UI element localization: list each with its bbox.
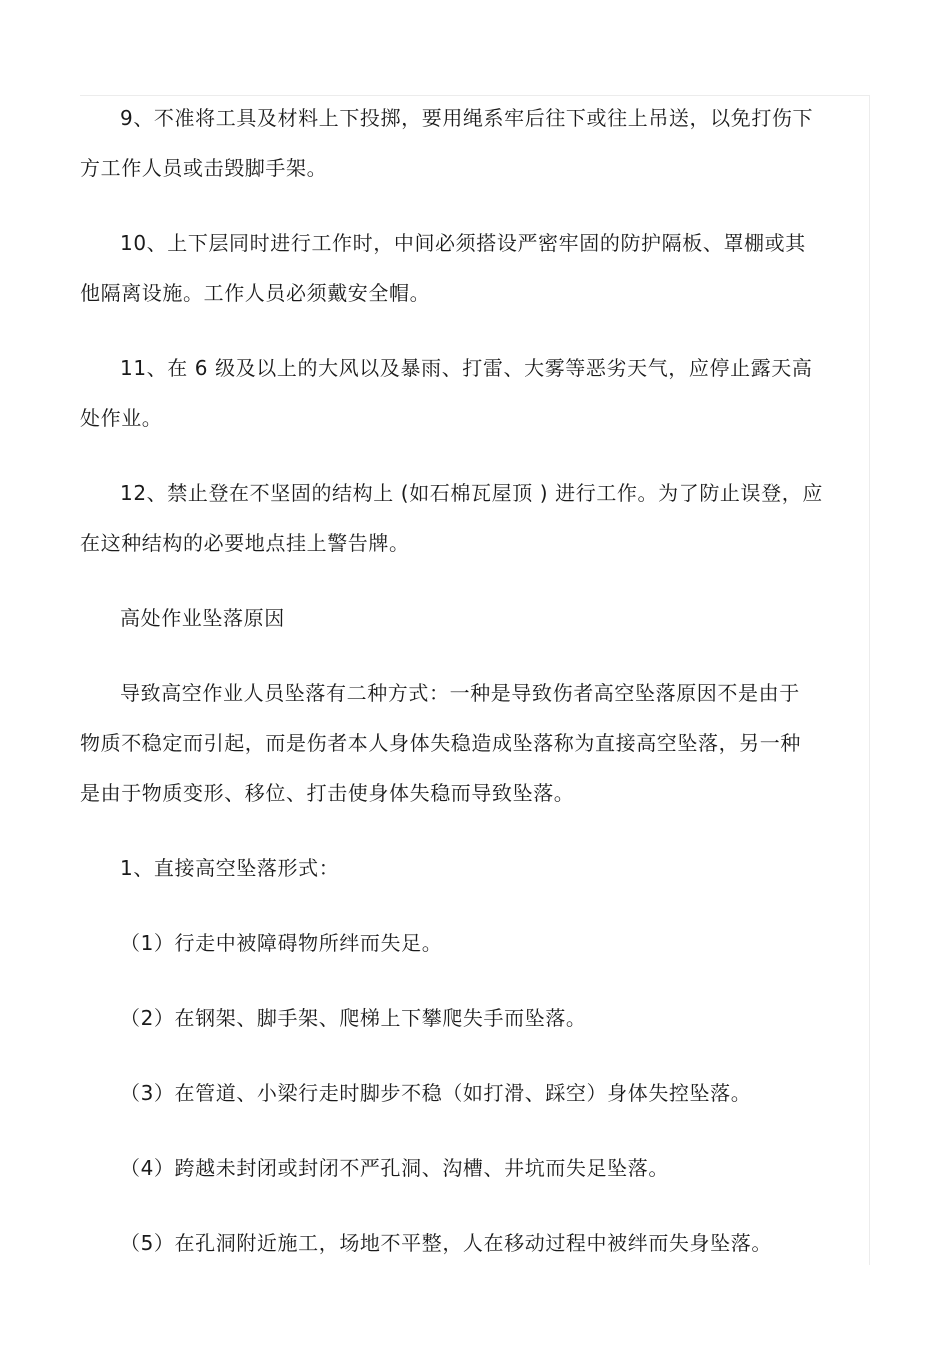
section-heading: 高处作业坠落原因 <box>120 606 285 630</box>
list-item: （5）在孔洞附近施工，场地不平整，人在移动过程中被绊而失身坠落。 <box>120 1231 772 1255</box>
text-line: 导致高空作业人员坠落有二种方式：一种是导致伤者高空坠落原因不是由于 <box>120 681 800 705</box>
text-line: 是由于物质变形、移位、打击使身体失稳而导致坠落。 <box>80 781 575 805</box>
list-item: （3）在管道、小梁行走时脚步不稳（如打滑、踩空）身体失控坠落。 <box>120 1081 752 1105</box>
page-border-top <box>80 95 870 96</box>
page-border-right <box>869 95 870 1265</box>
text-line: 11、在 6 级及以上的大风以及暴雨、打雷、大雾等恶劣天气，应停止露天高 <box>120 356 813 380</box>
text-line: 物质不稳定而引起，而是伤者本人身体失稳造成坠落称为直接高空坠落，另一种 <box>80 731 801 755</box>
list-item: （2）在钢架、脚手架、爬梯上下攀爬失手而坠落。 <box>120 1006 587 1030</box>
list-item: （4）跨越未封闭或封闭不严孔洞、沟槽、井坑而失足坠落。 <box>120 1156 669 1180</box>
text-line: 方工作人员或击毁脚手架。 <box>80 156 328 180</box>
list-heading: 1、直接高空坠落形式： <box>120 856 340 880</box>
text-line: 10、上下层同时进行工作时，中间必须搭设严密牢固的防护隔板、罩棚或其 <box>120 231 806 255</box>
list-item: （1）行走中被障碍物所绊而失足。 <box>120 931 443 955</box>
text-line: 处作业。 <box>80 406 163 430</box>
text-line: 9、不准将工具及材料上下投掷，要用绳系牢后往下或往上吊送，以免打伤下 <box>120 106 814 130</box>
text-line: 12、禁止登在不坚固的结构上 (如石棉瓦屋顶 ) 进行工作。为了防止误登，应 <box>120 481 823 505</box>
text-line: 在这种结构的必要地点挂上警告牌。 <box>80 531 410 555</box>
text-line: 他隔离设施。工作人员必须戴安全帽。 <box>80 281 431 305</box>
